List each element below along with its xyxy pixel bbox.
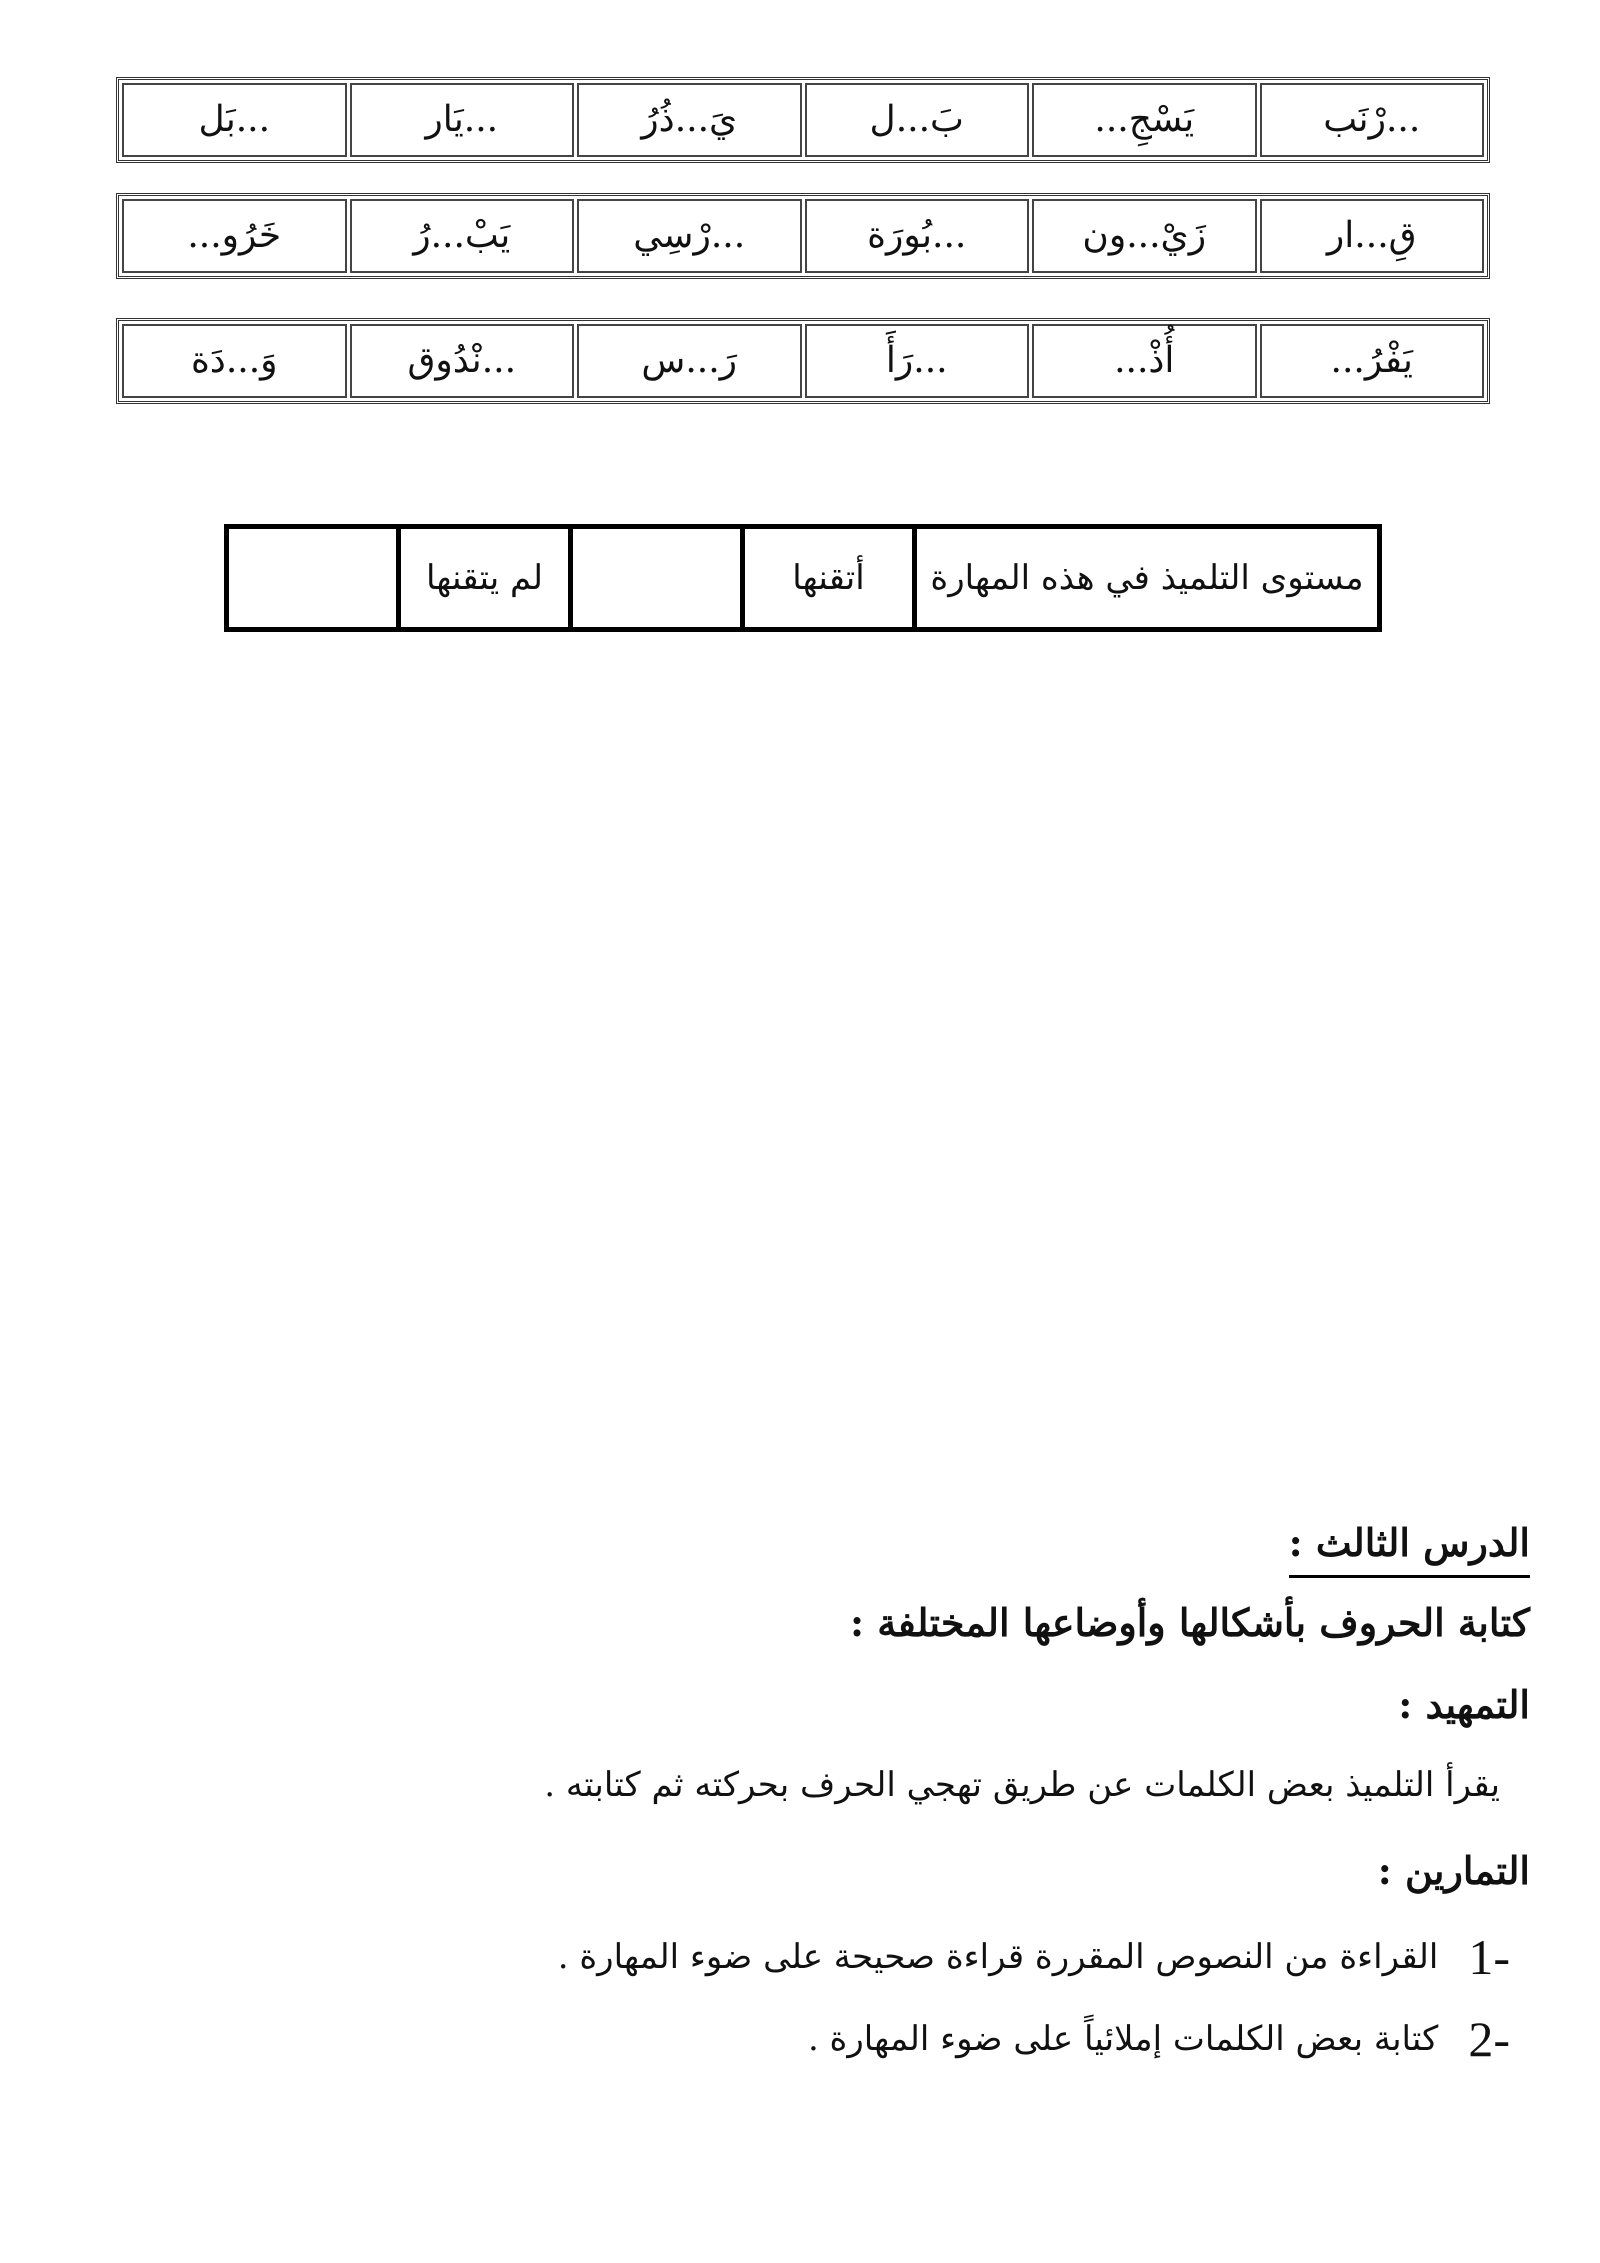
word-grid-3 bbox=[116, 318, 1490, 404]
intro-heading: التمهيد : bbox=[1398, 1682, 1530, 1727]
exercise-number: 2- bbox=[1468, 2011, 1510, 2067]
exercise-item bbox=[558, 1928, 1510, 1986]
word-cell: ...رْنَب bbox=[1260, 83, 1485, 157]
exercise-text: القراءة من النصوص المقررة قراءة صحيحة على ضوء المهارة . bbox=[557, 1937, 1439, 1977]
skill-level-label: مستوى التلميذ في هذه المهارة bbox=[915, 527, 1380, 630]
intro-text: يقرأ التلميذ بعض الكلمات عن طريق تهجي الحرف بحركته ثم كتابته . bbox=[544, 1765, 1500, 1805]
word-cell: ...بُورَة bbox=[805, 199, 1030, 273]
word-cell: ...بَل bbox=[122, 83, 347, 157]
word-cell: يَبْ...رُ bbox=[350, 199, 575, 273]
mastered-label: أتقنها bbox=[743, 527, 915, 630]
word-cell: ...رْسِي bbox=[577, 199, 802, 273]
word-cell: ...يَار bbox=[350, 83, 575, 157]
word-cell: رَ...س bbox=[577, 324, 802, 398]
exercises-heading: التمارين : bbox=[1377, 1848, 1530, 1893]
word-cell: خَرُو... bbox=[122, 199, 347, 273]
word-cell: يَفْرُ... bbox=[1260, 324, 1485, 398]
skill-level-table bbox=[224, 524, 1382, 632]
exercise-number: 1- bbox=[1468, 1929, 1510, 1985]
lesson-title: الدرس الثالث : bbox=[1289, 1520, 1530, 1578]
word-cell: بَ...ل bbox=[805, 83, 1030, 157]
not-mastered-mark-cell[interactable] bbox=[227, 527, 399, 630]
mastered-mark-cell[interactable] bbox=[571, 527, 743, 630]
word-cell: يَسْجِ... bbox=[1032, 83, 1257, 157]
word-cell: زَيْ...ون bbox=[1032, 199, 1257, 273]
exercise-text: كتابة بعض الكلمات إملائياً على ضوء المهارة . bbox=[807, 2019, 1439, 2059]
exercise-item bbox=[808, 2010, 1510, 2068]
section-title: كتابة الحروف بأشكالها وأوضاعها المختلفة : bbox=[849, 1600, 1530, 1645]
word-cell: وَ...دَة bbox=[122, 324, 347, 398]
word-cell: قِ...ار bbox=[1260, 199, 1485, 273]
word-grid-1 bbox=[116, 77, 1490, 163]
word-cell: يَ...ذُرُ bbox=[577, 83, 802, 157]
not-mastered-label: لم يتقنها bbox=[399, 527, 571, 630]
word-cell: ...نْدُوق bbox=[350, 324, 575, 398]
word-cell: ...رَأَ bbox=[805, 324, 1030, 398]
word-cell: أُذْ... bbox=[1032, 324, 1257, 398]
word-grid-2 bbox=[116, 193, 1490, 279]
